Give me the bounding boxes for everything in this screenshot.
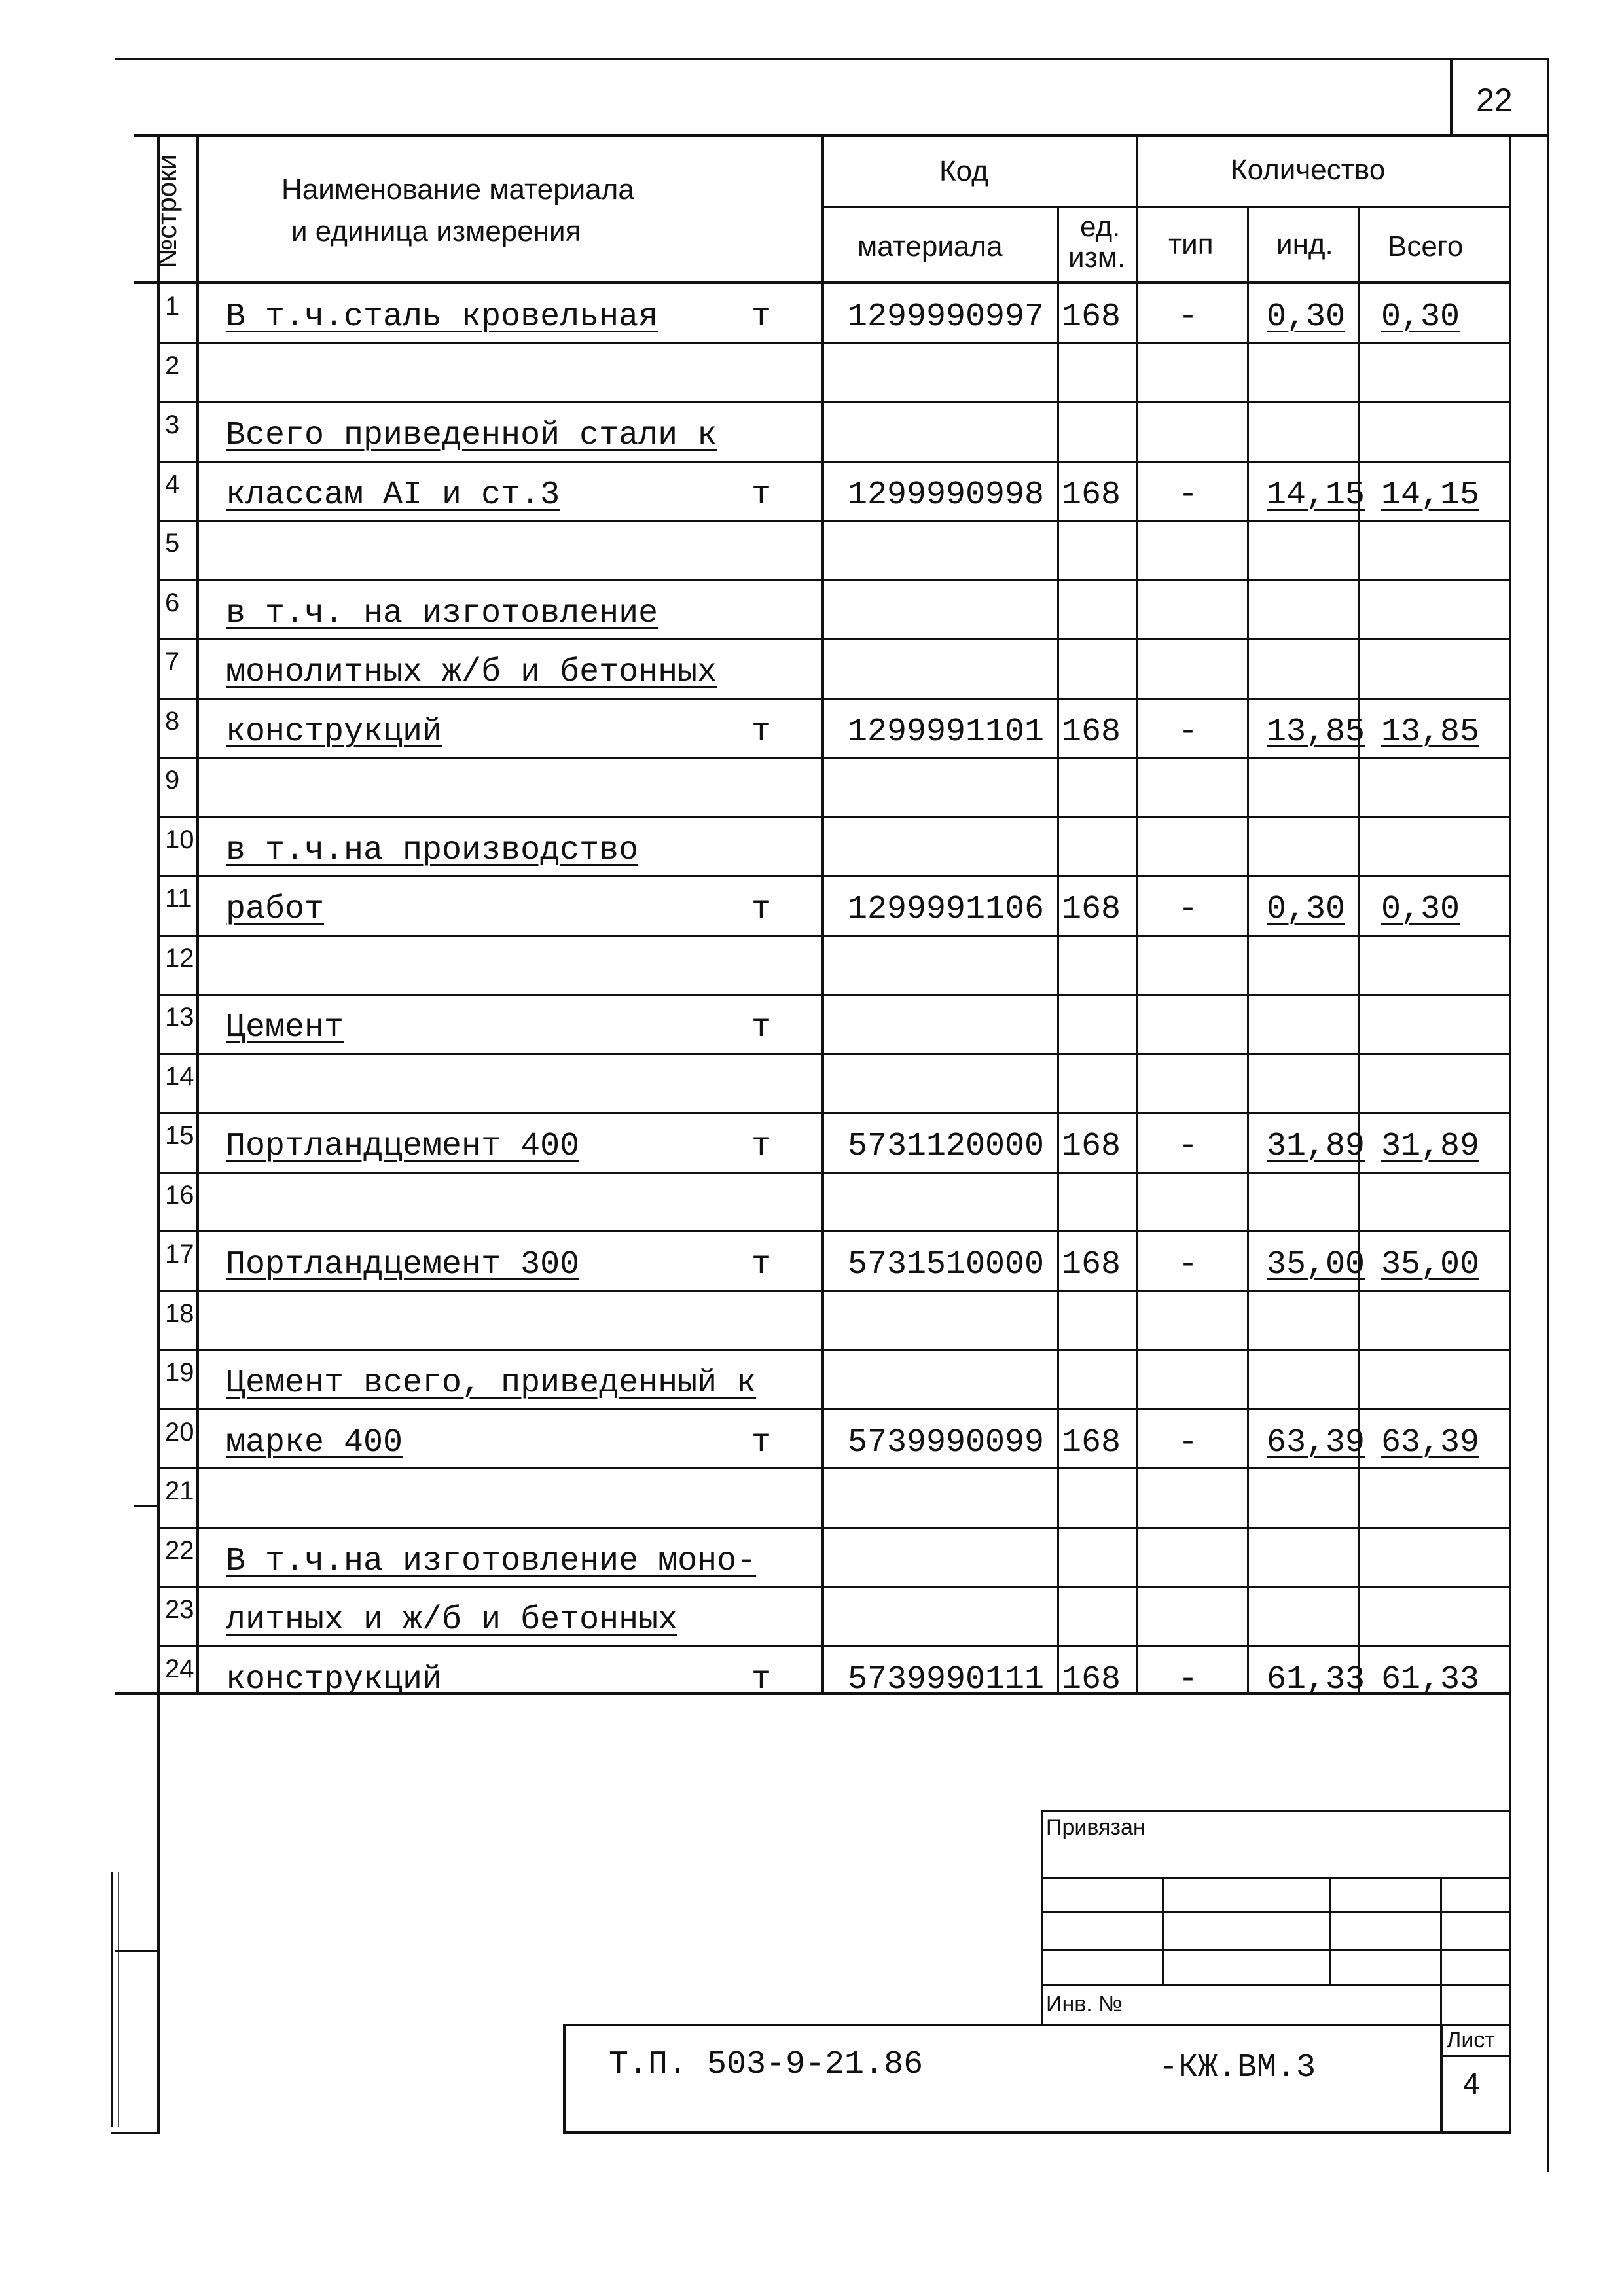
qty-total: 0,30 — [1381, 298, 1460, 336]
unit-code: 168 — [1062, 713, 1121, 751]
stamp-doc-code: Т.П. 503-9-21.86 — [609, 2046, 924, 2083]
row-number: 16 — [165, 1181, 194, 1210]
stamp-grid-v2 — [1329, 1877, 1331, 1984]
row-number: 8 — [165, 707, 180, 736]
header-code: Код — [939, 155, 988, 187]
unit-symbol: т — [751, 1246, 772, 1283]
unit-symbol: т — [751, 1128, 772, 1165]
material-name: в т.ч. на изготовление — [226, 595, 659, 632]
stamp-grid-v3 — [1440, 1877, 1442, 2026]
title-block-top — [563, 2024, 1511, 2026]
material-name: Портландцемент 400 — [226, 1128, 580, 1165]
material-code: 1299990998 — [848, 476, 1045, 514]
unit-code: 168 — [1062, 298, 1121, 336]
qty-total: 0,30 — [1381, 891, 1460, 928]
row-separator — [157, 1112, 1509, 1114]
row-number: 18 — [165, 1299, 194, 1328]
binding-tick-2 — [115, 1950, 157, 1952]
qty-type: - — [1178, 713, 1199, 751]
row-number: 14 — [165, 1062, 194, 1091]
stamp-box-top — [1041, 1810, 1511, 1812]
unit-code: 168 — [1062, 1424, 1121, 1462]
qty-ind: 0,30 — [1267, 891, 1346, 928]
unit-code: 168 — [1062, 476, 1121, 514]
row-number: 10 — [165, 825, 194, 854]
title-block-left — [563, 2024, 566, 2134]
qty-type: - — [1178, 1424, 1199, 1462]
header-name-line2: и единица измерения — [291, 215, 581, 247]
qty-total: 13,85 — [1381, 713, 1480, 751]
material-name: Цемент всего, приведенный к — [226, 1365, 757, 1402]
binding-tick-3 — [111, 2132, 157, 2134]
row-number: 6 — [165, 588, 180, 617]
stamp-grid-v1 — [1162, 1877, 1164, 1984]
material-name: конструкций — [226, 1661, 442, 1698]
unit-code: 168 — [1062, 1661, 1121, 1698]
unit-code: 168 — [1062, 1128, 1121, 1165]
qty-ind: 31,89 — [1267, 1128, 1365, 1165]
qty-ind: 0,30 — [1267, 298, 1346, 336]
header-code-material: материала — [857, 230, 1003, 262]
row-number-header: №строки — [151, 154, 182, 268]
material-code: 5739990111 — [848, 1661, 1045, 1698]
material-name: Всего приведенной стали к — [226, 417, 717, 454]
qty-type: - — [1178, 1661, 1199, 1698]
title-block-sheet-rule — [1440, 2055, 1511, 2057]
material-code: 5739990099 — [848, 1424, 1045, 1462]
unit-symbol: т — [751, 298, 772, 336]
qty-ind: 14,15 — [1267, 476, 1365, 514]
qty-type: - — [1178, 1246, 1199, 1283]
unit-symbol: т — [751, 476, 772, 514]
row-separator — [157, 1527, 1509, 1529]
row-separator — [157, 1053, 1509, 1055]
qty-total: 31,89 — [1381, 1128, 1480, 1165]
qty-type: - — [1178, 891, 1199, 928]
qty-type: - — [1178, 476, 1199, 514]
qty-total: 14,15 — [1381, 476, 1480, 514]
title-block-sheet-divider — [1440, 2024, 1443, 2134]
unit-code: 168 — [1062, 1246, 1121, 1283]
row-number: 20 — [165, 1418, 194, 1446]
binding-line-1 — [111, 1872, 113, 2127]
header-qty-ind: инд. — [1276, 228, 1333, 260]
left-border — [157, 134, 160, 2134]
row-number: 3 — [165, 410, 180, 439]
material-name: работ — [226, 891, 325, 928]
unit-symbol: т — [751, 1424, 772, 1462]
row-separator — [157, 520, 1509, 522]
row-separator — [157, 935, 1509, 937]
col-divider-name — [821, 134, 824, 1692]
row-separator — [157, 1172, 1509, 1174]
qty-type: - — [1178, 1128, 1199, 1165]
row-separator — [157, 1408, 1509, 1410]
material-code: 5731120000 — [848, 1128, 1045, 1165]
header-quantity: Количество — [1231, 154, 1386, 186]
row-number: 11 — [165, 884, 192, 913]
stamp-sheet-value: 4 — [1463, 2066, 1480, 2100]
material-code: 5731510000 — [848, 1246, 1045, 1283]
outer-right-edge — [1547, 58, 1549, 2172]
unit-code: 168 — [1062, 891, 1121, 928]
stamp-linked-label: Привязан — [1046, 1815, 1146, 1840]
qty-type: - — [1178, 298, 1199, 336]
stamp-inv-label: Инв. № — [1046, 1992, 1123, 2017]
row-separator — [157, 1349, 1509, 1351]
qty-total: 63,39 — [1381, 1424, 1480, 1462]
qty-ind: 63,39 — [1267, 1424, 1365, 1462]
material-name: классам АI и ст.3 — [226, 476, 560, 514]
material-name: В т.ч.на изготовление моно- — [226, 1543, 757, 1580]
material-name: монолитных ж/б и бетонных — [226, 654, 717, 691]
header-qty-type: тип — [1168, 228, 1214, 260]
material-code: 1299990997 — [848, 298, 1045, 336]
material-name: Цемент — [226, 1009, 344, 1047]
row-number: 2 — [165, 351, 180, 380]
qty-ind: 13,85 — [1267, 713, 1365, 751]
header-qty-total: Всего — [1388, 230, 1464, 262]
stamp-box-left — [1041, 1810, 1043, 2026]
row-separator — [157, 1645, 1509, 1647]
row-separator — [157, 816, 1509, 818]
row-separator — [157, 994, 1509, 996]
material-name: конструкций — [226, 713, 442, 751]
unit-symbol: т — [751, 1661, 772, 1698]
row-separator — [157, 1290, 1509, 1292]
unit-symbol: т — [751, 891, 772, 928]
row-number: 23 — [165, 1595, 194, 1624]
row-number: 9 — [165, 766, 180, 795]
row-number: 21 — [165, 1477, 194, 1505]
binding-line-2 — [118, 1872, 119, 2127]
material-name: литных и ж/б и бетонных — [226, 1602, 678, 1639]
unit-symbol: т — [751, 1009, 772, 1047]
header-unit-line2: изм. — [1068, 242, 1126, 274]
col-divider-unit — [1136, 134, 1138, 1692]
row-separator — [157, 1586, 1509, 1588]
qty-total: 35,00 — [1381, 1246, 1480, 1283]
material-code: 1299991101 — [848, 713, 1045, 751]
row-number: 15 — [165, 1121, 194, 1150]
col-divider-rowno — [196, 134, 199, 1692]
row-separator — [157, 579, 1509, 581]
stamp-mark: -КЖ.ВМ.3 — [1159, 2049, 1316, 2087]
material-name: В т.ч.сталь кровельная — [226, 298, 659, 336]
row-separator — [157, 461, 1509, 463]
row-number: 17 — [165, 1240, 194, 1268]
row-separator — [157, 342, 1509, 344]
qty-total: 61,33 — [1381, 1661, 1480, 1698]
row-number: 12 — [165, 944, 194, 973]
stamp-sheet-label: Лист — [1447, 2028, 1495, 2053]
material-code: 1299991106 — [848, 891, 1045, 928]
row-number: 19 — [165, 1358, 194, 1387]
row-number: 4 — [165, 470, 180, 499]
binding-tick-1 — [134, 1505, 157, 1507]
row-separator — [157, 698, 1509, 700]
material-name: марке 400 — [226, 1424, 403, 1462]
row-separator — [157, 875, 1509, 877]
row-number: 24 — [165, 1655, 194, 1683]
header-name-line1: Наименование материала — [281, 173, 634, 206]
row-separator — [157, 757, 1509, 759]
qty-ind: 35,00 — [1267, 1246, 1365, 1283]
row-number: 22 — [165, 1536, 194, 1565]
unit-symbol: т — [751, 713, 772, 751]
page-number: 22 — [1476, 82, 1513, 118]
row-separator — [157, 1467, 1509, 1469]
title-block-bottom — [563, 2131, 1511, 2134]
right-border — [1509, 134, 1511, 2134]
header-unit-line1: ед. — [1080, 211, 1121, 243]
header-sub-rule — [821, 206, 1509, 208]
qty-ind: 61,33 — [1267, 1661, 1365, 1698]
row-number: 1 — [165, 292, 180, 321]
row-separator — [157, 638, 1509, 640]
row-number: 7 — [165, 647, 180, 676]
row-number: 13 — [165, 1003, 194, 1031]
row-separator — [157, 401, 1509, 403]
row-number: 5 — [165, 529, 180, 558]
top-rule — [115, 58, 1548, 60]
material-name: в т.ч.на производство — [226, 832, 639, 869]
table-top-border — [134, 134, 1548, 137]
row-separator — [157, 1230, 1509, 1232]
material-name: Портландцемент 300 — [226, 1246, 580, 1283]
